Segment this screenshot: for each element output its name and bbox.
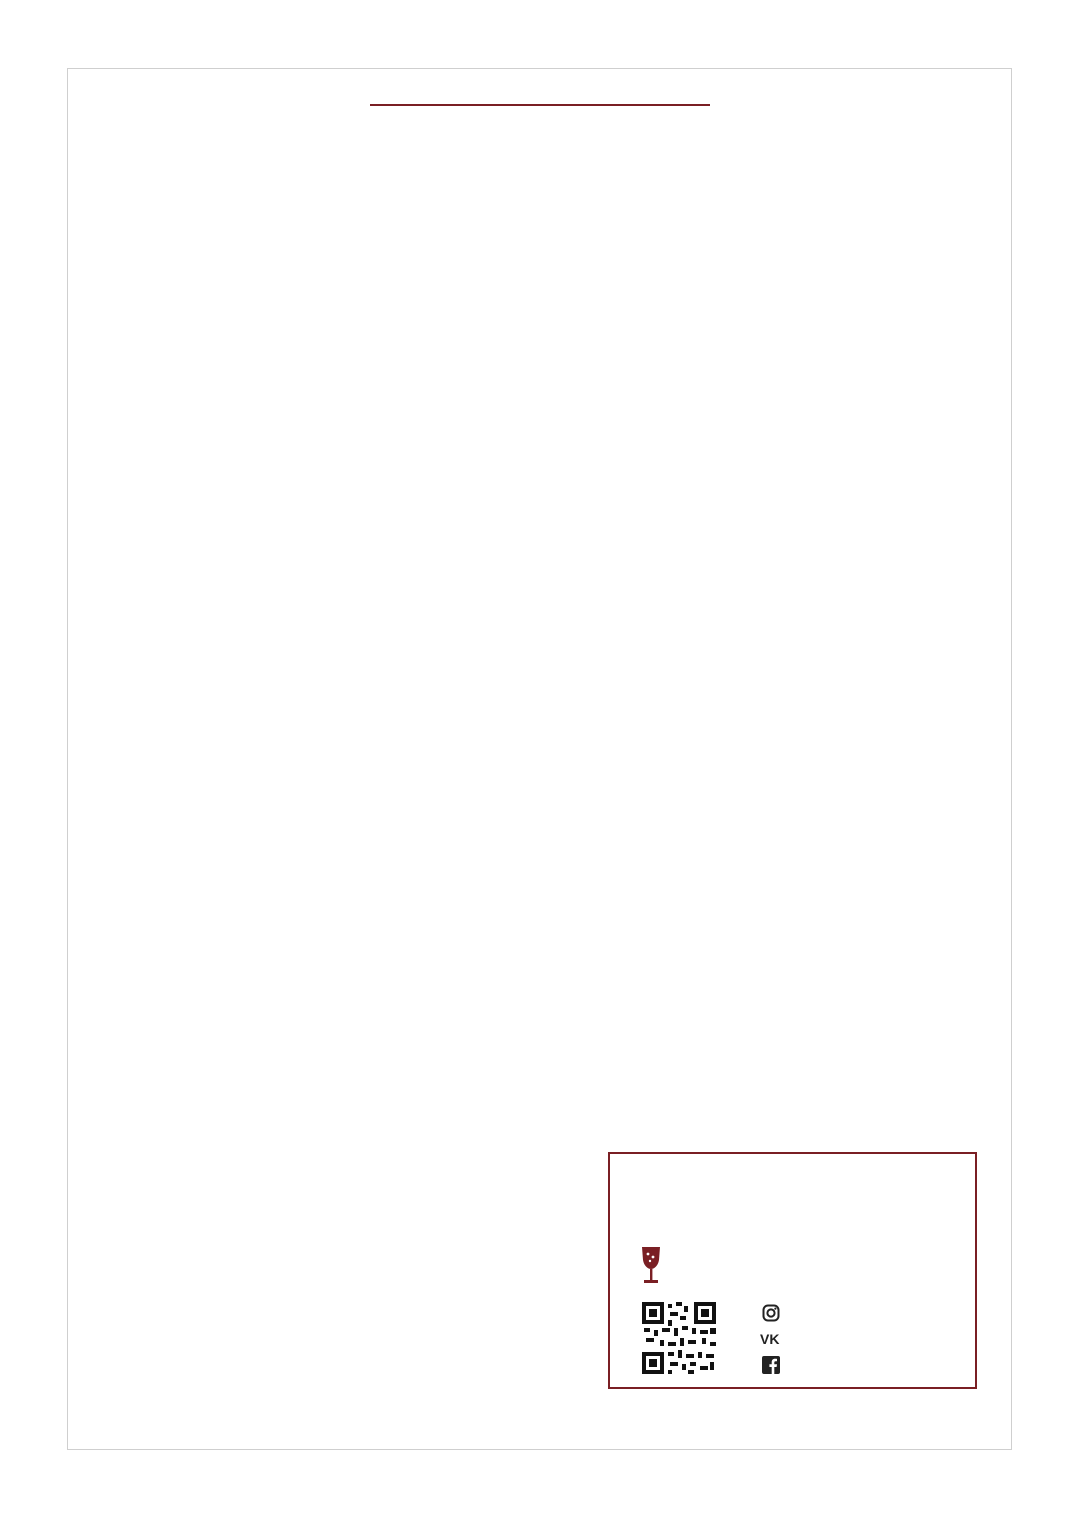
logo xyxy=(0,100,1080,106)
social-links xyxy=(760,1300,792,1378)
qr-code[interactable] xyxy=(642,1302,716,1374)
vk-icon xyxy=(760,1329,782,1349)
instagram-icon xyxy=(760,1303,782,1323)
facebook-icon xyxy=(760,1355,782,1375)
logo-underline xyxy=(370,104,710,106)
info-box xyxy=(608,1152,977,1389)
vk-link[interactable] xyxy=(760,1326,792,1352)
wine-glass-icon xyxy=(640,1246,662,1291)
bonus-block xyxy=(640,1246,684,1291)
facebook-link[interactable] xyxy=(760,1352,792,1378)
svg-text:VK: VK xyxy=(760,1332,780,1346)
instagram-link[interactable] xyxy=(760,1300,792,1326)
